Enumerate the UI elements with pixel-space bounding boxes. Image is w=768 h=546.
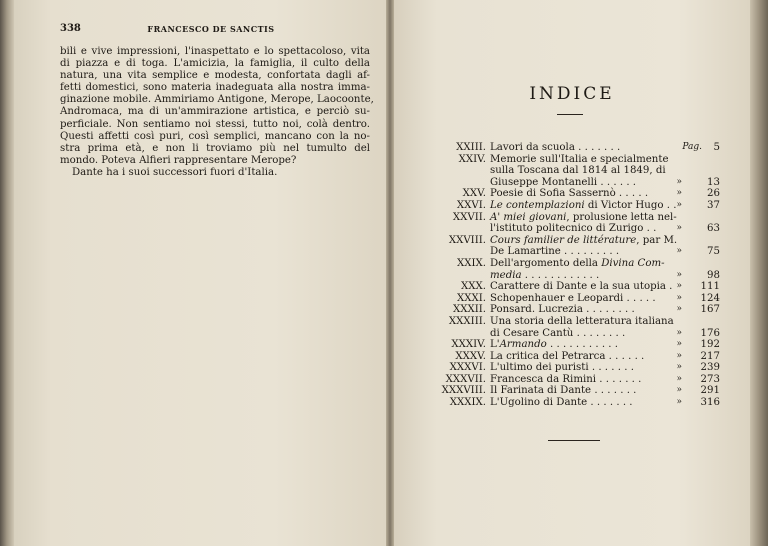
- toc-page-number: 239: [700, 362, 720, 374]
- toc-chapter-number: XXIX.: [456, 257, 486, 269]
- toc-line: [430, 188, 720, 200]
- toc-entry-title: De Lamartine . . . . . . . . .: [490, 246, 620, 258]
- toc-entry-title: L'Armando . . . . . . . . . . .: [490, 339, 619, 351]
- ditto-mark: »: [676, 176, 682, 187]
- toc-chapter-number: XXV.: [462, 188, 486, 200]
- index-title: INDICE: [529, 84, 615, 104]
- toc-entry-title: L'Ugolino di Dante . . . . . . .: [490, 397, 633, 409]
- ditto-mark: »: [676, 327, 682, 338]
- toc-chapter-number: XXXI.: [456, 292, 486, 304]
- toc-line: [430, 293, 720, 305]
- toc-page-number: 316: [700, 397, 720, 409]
- toc-chapter-number: XXX.: [461, 281, 486, 293]
- toc-entry-title: Memorie sull'Italia e specialmente: [490, 153, 669, 165]
- book-left-edge: [0, 0, 14, 546]
- toc-page-number: 291: [700, 385, 720, 397]
- toc-line: [430, 200, 720, 212]
- toc-chapter-number: XXIV.: [458, 153, 486, 165]
- toc-chapter-number: XXVI.: [456, 199, 486, 211]
- toc-line: [430, 165, 720, 177]
- toc-page-number: 98: [707, 269, 720, 281]
- toc-entry-title: media . . . . . . . . . . . .: [490, 269, 600, 281]
- ditto-mark: »: [676, 339, 682, 350]
- left-page: [14, 0, 386, 546]
- book-gutter: [386, 0, 394, 546]
- text-line: Andromaca, ma di un'ammirazione artistica, e perciò su-: [60, 106, 370, 118]
- toc-entry-title: Una storia della letteratura italiana: [490, 315, 674, 327]
- toc-line: [430, 316, 720, 328]
- toc-page-number: 75: [707, 246, 720, 258]
- toc-line: [430, 339, 720, 351]
- text-line: stra prima età, e non li troviamo più nel tumulto del: [60, 142, 370, 154]
- toc-chapter-number: XXXIX.: [449, 397, 486, 409]
- toc-line: [430, 142, 720, 154]
- toc-entry-title: di Cesare Cantù . . . . . . . .: [490, 327, 626, 339]
- end-rule: [548, 440, 600, 441]
- toc-entry-title: sulla Toscana dal 1814 al 1849, di: [490, 165, 666, 177]
- toc-page-number: 5: [713, 142, 720, 153]
- left-page-header: [60, 23, 362, 37]
- text-line: perficiale. Non sentiamo noi stessi, tutto noi, colà dentro.: [60, 118, 370, 130]
- text-line: fetti domestici, sono materia inadeguata alla nostra imma-: [60, 82, 370, 94]
- toc-entry-title: Carattere di Dante e la sua utopia .: [490, 281, 673, 293]
- text-line: natura, una vita semplice e modesta, confortata dagli af-: [60, 70, 370, 82]
- toc-line: [430, 328, 720, 340]
- toc-entry-title: Schopenhauer e Leopardi . . . . .: [490, 292, 656, 304]
- toc-chapter-number: XXVII.: [452, 211, 486, 223]
- ditto-mark: »: [676, 292, 682, 303]
- book-right-edge: [750, 0, 768, 546]
- toc-page-number: 167: [700, 304, 720, 316]
- ditto-mark: »: [676, 350, 682, 361]
- toc-line: [430, 270, 720, 282]
- ditto-mark: »: [676, 188, 682, 199]
- toc-line: [430, 235, 720, 247]
- toc-entry-title: Le contemplazioni di Victor Hugo . .: [490, 199, 677, 211]
- toc-entry-title: l'istituto politecnico di Zurigo . .: [490, 223, 657, 235]
- toc-line: [430, 397, 720, 409]
- toc-entry-title: A' miei giovani, prolusione letta nel-: [490, 211, 677, 223]
- toc-entry-title: Cours familier de littérature, par M.: [490, 234, 678, 246]
- toc-page-number: 217: [700, 350, 720, 362]
- body-text: [60, 46, 374, 179]
- page-number: 338: [60, 23, 81, 34]
- text-line: Dante ha i suoi successori fuori d'Italia.: [72, 166, 278, 178]
- toc-chapter-number: XXXIV.: [451, 339, 486, 351]
- text-line: mondo. Poteva Alfieri rappresentare Merope?: [60, 154, 297, 166]
- ditto-mark: »: [676, 373, 682, 384]
- text-line: ginazione mobile. Ammiriamo Antigone, Merope, Laocoonte,: [60, 94, 374, 106]
- text-line: di piazza e di toga. L'amicizia, la famiglia, il culto della: [60, 58, 370, 70]
- toc-line: [430, 246, 720, 258]
- toc-page-number: 63: [707, 223, 720, 235]
- toc-chapter-number: XXXIII.: [448, 315, 486, 327]
- toc-entry-title: La critica del Petrarca . . . . . .: [490, 350, 645, 362]
- toc-chapter-number: XXIII.: [456, 142, 486, 153]
- toc-page-number: 13: [707, 176, 720, 188]
- ditto-mark: »: [676, 362, 682, 373]
- ditto-mark: »: [676, 246, 682, 257]
- toc-line: [430, 223, 720, 235]
- toc-line: [430, 304, 720, 316]
- toc-line: [430, 212, 720, 224]
- toc-page-number: 26: [707, 188, 720, 200]
- toc-chapter-number: XXXVI.: [449, 362, 486, 374]
- pag-label: Pag.: [682, 142, 702, 152]
- toc-entry-title: Dell'argomento della Divina Com-: [490, 257, 665, 269]
- toc-chapter-number: XXXII.: [452, 304, 486, 316]
- toc-line: [430, 374, 720, 386]
- text-line: Questi affetti così puri, così semplici, mancano con la no-: [60, 130, 370, 142]
- toc-page-number: 192: [700, 339, 720, 351]
- toc-entry-title: Lavori da scuola . . . . . . .: [490, 142, 621, 153]
- toc-line: [430, 385, 720, 397]
- toc-entry-title: L'ultimo dei puristi . . . . . . .: [490, 362, 634, 374]
- toc-page-number: 111: [700, 281, 720, 293]
- toc-chapter-number: XXXV.: [455, 350, 486, 362]
- toc-page-number: 273: [700, 373, 720, 385]
- ditto-mark: »: [676, 304, 682, 315]
- toc-line: [430, 258, 720, 270]
- ditto-mark: »: [676, 385, 682, 396]
- title-rule: [557, 114, 583, 115]
- table-of-contents: [430, 142, 720, 409]
- text-line: bili e vive impressioni, l'inaspettato e lo spettacoloso, vita: [60, 46, 370, 57]
- toc-line: [430, 362, 720, 374]
- ditto-mark: »: [676, 281, 682, 292]
- toc-entry-title: Francesca da Rimini . . . . . . .: [490, 373, 642, 385]
- toc-chapter-number: XXXVII.: [445, 373, 486, 385]
- toc-entry-title: Giuseppe Montanelli . . . . . .: [490, 176, 637, 188]
- toc-entry-title: Il Farinata di Dante . . . . . . .: [490, 385, 637, 397]
- toc-line: [430, 281, 720, 293]
- toc-line: [430, 177, 720, 189]
- ditto-mark: »: [676, 223, 682, 234]
- toc-entry-title: Ponsard. Lucrezia . . . . . . . .: [490, 304, 635, 316]
- toc-line: [430, 351, 720, 363]
- right-page: [394, 0, 750, 546]
- ditto-mark: »: [676, 397, 682, 408]
- running-head: FRANCESCO DE SANCTIS: [147, 24, 275, 34]
- toc-line: [430, 154, 720, 166]
- toc-page-number: 37: [707, 199, 720, 211]
- ditto-mark: »: [676, 199, 682, 210]
- toc-page-number: 176: [700, 327, 720, 339]
- ditto-mark: »: [676, 269, 682, 280]
- toc-chapter-number: XXVIII.: [448, 234, 486, 246]
- toc-entry-title: Poesie di Sofia Sassernò . . . . .: [490, 188, 649, 200]
- toc-chapter-number: XXXVIII.: [441, 385, 486, 397]
- toc-page-number: 124: [700, 292, 720, 304]
